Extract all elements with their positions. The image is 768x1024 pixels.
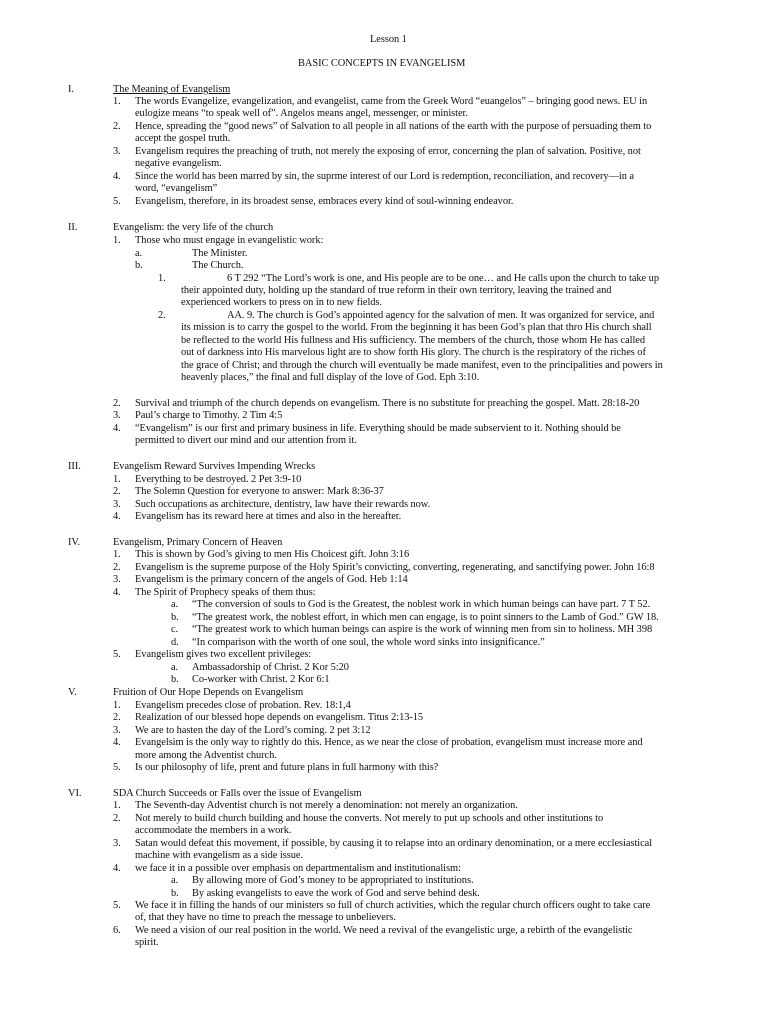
sub-item-letter: a. (171, 662, 179, 673)
quote-number: 2. (158, 310, 166, 321)
list-item-text: of, that they have no time to preach the message to unbelievers. (135, 912, 396, 923)
list-number: 5. (113, 196, 121, 207)
list-item-text: machine with evangelism as a side issue. (135, 850, 303, 861)
sub-item-letter: a. (171, 875, 179, 886)
quote-text: their appointed duty, holding up the standard of true reform in their own territory, leaving the trained and (181, 285, 612, 296)
list-number: 4. (113, 423, 121, 434)
sub-item-text: Co-worker with Christ. 2 Kor 6:1 (192, 674, 330, 685)
section-3-number: III. (68, 461, 81, 472)
list-item-text: Evangelism has its reward here at times and also in the hereafter. (135, 511, 402, 522)
list-item-text: Evangelism is the primary concern of the angels of God. Heb 1:14 (135, 574, 408, 585)
quote-text: its mission is to carry the gospel to the world. From the beginning it has been God’s plan that thro His church shall (181, 322, 652, 333)
list-item-text: Since the world has been marred by sin, the suprme interest of our Lord is redemption, reconciliation, and recovery—in a (135, 171, 634, 182)
list-item-text: Evangelsim is the only way to rightly do this. Hence, as we near the close of probation, evangelism must increase more and (135, 737, 643, 748)
list-item-text: Evangelism gives two excellent privileges: (135, 649, 312, 660)
sub-item-letter: c. (171, 624, 179, 635)
list-item-text: The words Evangelize, evangelization, and evangelist, came from the Greek Word “euangelos” – bringing good news. EU in (135, 96, 648, 107)
list-item-text: spirit. (135, 937, 159, 948)
section-4-heading: Evangelism, Primary Concern of Heaven (113, 537, 283, 548)
list-item-text: The Solemn Question for everyone to answer: Mark 8:36-37 (135, 486, 384, 497)
sub-item-letter: a. (135, 248, 143, 259)
list-item-text: “Evangelism” is our first and primary business in life. Everything should be made subservient to it. Nothing should be (135, 423, 621, 434)
sub-item-text: “The conversion of souls to God is the Greatest, the noblest work in which human beings can have part. 7 T 52. (192, 599, 651, 610)
list-number: 3. (113, 499, 121, 510)
list-number: 2. (113, 712, 121, 723)
quote-text: AA. 9. The church is God’s appointed agency for the salvation of men. It was organized for service, and (227, 310, 655, 321)
list-item-text: The Seventh-day Adventist church is not merely a denomination: not merely an organization. (135, 800, 518, 811)
sub-item-letter: b. (171, 888, 179, 899)
list-item-text: Is our philosophy of life, prent and future plans in full harmony with this? (135, 762, 439, 773)
list-number: 4. (113, 587, 121, 598)
section-2-heading: Evangelism: the very life of the church (113, 222, 274, 233)
list-item-text: We face it in filling the hands of our ministers so full of church activities, which the regular church officers ought to take care (135, 900, 651, 911)
quote-text: experienced workers to press on in to new fields. (181, 297, 382, 308)
lesson-label: Lesson 1 (370, 34, 407, 45)
list-item-text: Everything to be destroyed. 2 Pet 3:9-10 (135, 474, 302, 485)
list-number: 4. (113, 863, 121, 874)
sub-item-text: Ambassadorship of Christ. 2 Kor 5:20 (192, 662, 349, 673)
list-item-text: negative evangelism. (135, 158, 222, 169)
sub-item-text: By asking evangelists to eave the work of God and serve behind desk. (192, 888, 480, 899)
list-number: 4. (113, 171, 121, 182)
section-5-number: V. (68, 687, 77, 698)
list-item-text: Evangelism, therefore, in its broadest sense, embraces every kind of soul-winning endeavor. (135, 196, 514, 207)
list-item-text: Not merely to build church building and house the converts. Not merely to put up schools and other institutions to (135, 813, 604, 824)
list-item-text: Those who must engage in evangelistic work: (135, 235, 324, 246)
list-item-text: We need a vision of our real position in the world. We need a revival of the evangelistic urge, a rebirth of the evangelistic (135, 925, 633, 936)
sub-item-letter: b. (171, 612, 179, 623)
sub-item-text: “The greatest work, the noblest effort, in which men can engage, is to point sinners to the Lamb of God.” GW 18. (192, 612, 659, 623)
list-number: 2. (113, 813, 121, 824)
list-item-text: We are to hasten the day of the Lord’s coming. 2 pet 3:12 (135, 725, 371, 736)
list-item-text: accommodate the members in a work. (135, 825, 292, 836)
sub-item-text: The Church. (192, 260, 244, 271)
quote-text: the grace of Christ; and through the church will eventually be made manifest, even to the principalities and powers in (181, 360, 663, 371)
list-number: 2. (113, 398, 121, 409)
list-item-text: eulogize means “to speak well of”. Angelos means angel, messenger, or minister. (135, 108, 468, 119)
sub-item-letter: a. (171, 599, 179, 610)
list-item-text: Satan would defeat this movement, if possible, by causing it to relapse into an ordinary denomination, or a mere ecclesiastical (135, 838, 653, 849)
document-title: BASIC CONCEPTS IN EVANGELISM (298, 58, 466, 69)
quote-number: 1. (158, 273, 166, 284)
list-number: 3. (113, 146, 121, 157)
list-number: 5. (113, 762, 121, 773)
list-number: 1. (113, 235, 121, 246)
sub-item-text: By allowing more of God’s money to be appropriated to institutions. (192, 875, 474, 886)
list-item-text: we face it in a possible over emphasis on departmentalism and institutionalism: (135, 863, 461, 874)
sub-item-text: The Minister. (192, 248, 248, 259)
sub-item-letter: b. (135, 260, 143, 271)
quote-text: out of darkness into His marvelous light are to show forth His glory. The church is the respiratory of the riches of (181, 347, 646, 358)
quote-text: 6 T 292 “The Lord’s work is one, and His people are to be one… and He calls upon the church to take up (227, 273, 659, 284)
list-number: 1. (113, 549, 121, 560)
list-number: 1. (113, 96, 121, 107)
list-item-text: Realization of our blessed hope depends on evangelism. Titus 2:13-15 (135, 712, 424, 723)
sub-item-text: “The greatest work to which human beings can aspire is the work of winning men from sin to holiness. MH 398 (192, 624, 653, 635)
list-number: 4. (113, 511, 121, 522)
list-item-text: Such occupations as architecture, dentistry, law have their rewards now. (135, 499, 431, 510)
list-item-text: This is shown by God’s giving to men His Choicest gift. John 3:16 (135, 549, 410, 560)
list-item-text: The Spirit of Prophecy speaks of them thus: (135, 587, 316, 598)
list-number: 5. (113, 649, 121, 660)
list-number: 3. (113, 838, 121, 849)
list-number: 3. (113, 725, 121, 736)
section-4-number: IV. (68, 537, 81, 548)
sub-item-text: “In comparison with the worth of one soul, the whole word sinks into insignificance.” (192, 637, 545, 648)
section-6-number: VI. (68, 788, 82, 799)
section-3-heading: Evangelism Reward Survives Impending Wrecks (113, 461, 316, 472)
sub-item-letter: d. (171, 637, 179, 648)
list-number: 3. (113, 410, 121, 421)
list-number: 2. (113, 486, 121, 497)
section-6-heading: SDA Church Succeeds or Falls over the issue of Evangelism (113, 788, 362, 799)
section-1-number: I. (68, 84, 74, 95)
quote-text: be reflected to the world His fullness and His sufficiency. The members of the church, those whom He has called (181, 335, 646, 346)
list-item-text: accept the gospel truth. (135, 133, 231, 144)
list-item-text: Hence, spreading the “good news” of Salvation to all people in all nations of the earth with the purpose of persuading them to (135, 121, 652, 132)
list-item-text: word, “evangelism” (135, 183, 218, 194)
list-number: 6. (113, 925, 121, 936)
list-number: 1. (113, 800, 121, 811)
list-item-text: more among the Adventist church. (135, 750, 277, 761)
list-item-text: Evangelism requires the preaching of truth, not merely the exposing of error, concerning the plan of salvation. Positive, not (135, 146, 641, 157)
section-2-number: II. (68, 222, 78, 233)
list-number: 5. (113, 900, 121, 911)
quote-text: heavenly places,” the final and full display of the love of God. Eph 3:10. (181, 372, 480, 383)
list-number: 2. (113, 562, 121, 573)
sub-item-letter: b. (171, 674, 179, 685)
list-item-text: Evangelism precedes close of probation. Rev. 18:1,4 (135, 700, 351, 711)
list-number: 3. (113, 574, 121, 585)
list-item-text: Evangelism is the supreme purpose of the Holy Spirit’s convicting, converting, regenerating, and sanctifying power. John 16:8 (135, 562, 655, 573)
list-number: 1. (113, 474, 121, 485)
list-number: 4. (113, 737, 121, 748)
list-item-text: Paul’s charge to Timothy. 2 Tim 4:5 (135, 410, 283, 421)
section-1-heading: The Meaning of Evangelism (113, 84, 231, 95)
list-number: 2. (113, 121, 121, 132)
list-item-text: Survival and triumph of the church depends on evangelism. There is no substitute for preaching the gospel. Matt. 28:18-20 (135, 398, 640, 409)
list-number: 1. (113, 700, 121, 711)
section-5-heading: Fruition of Our Hope Depends on Evangelism (113, 687, 304, 698)
list-item-text: permitted to divert our mind and our attention from it. (135, 435, 357, 446)
